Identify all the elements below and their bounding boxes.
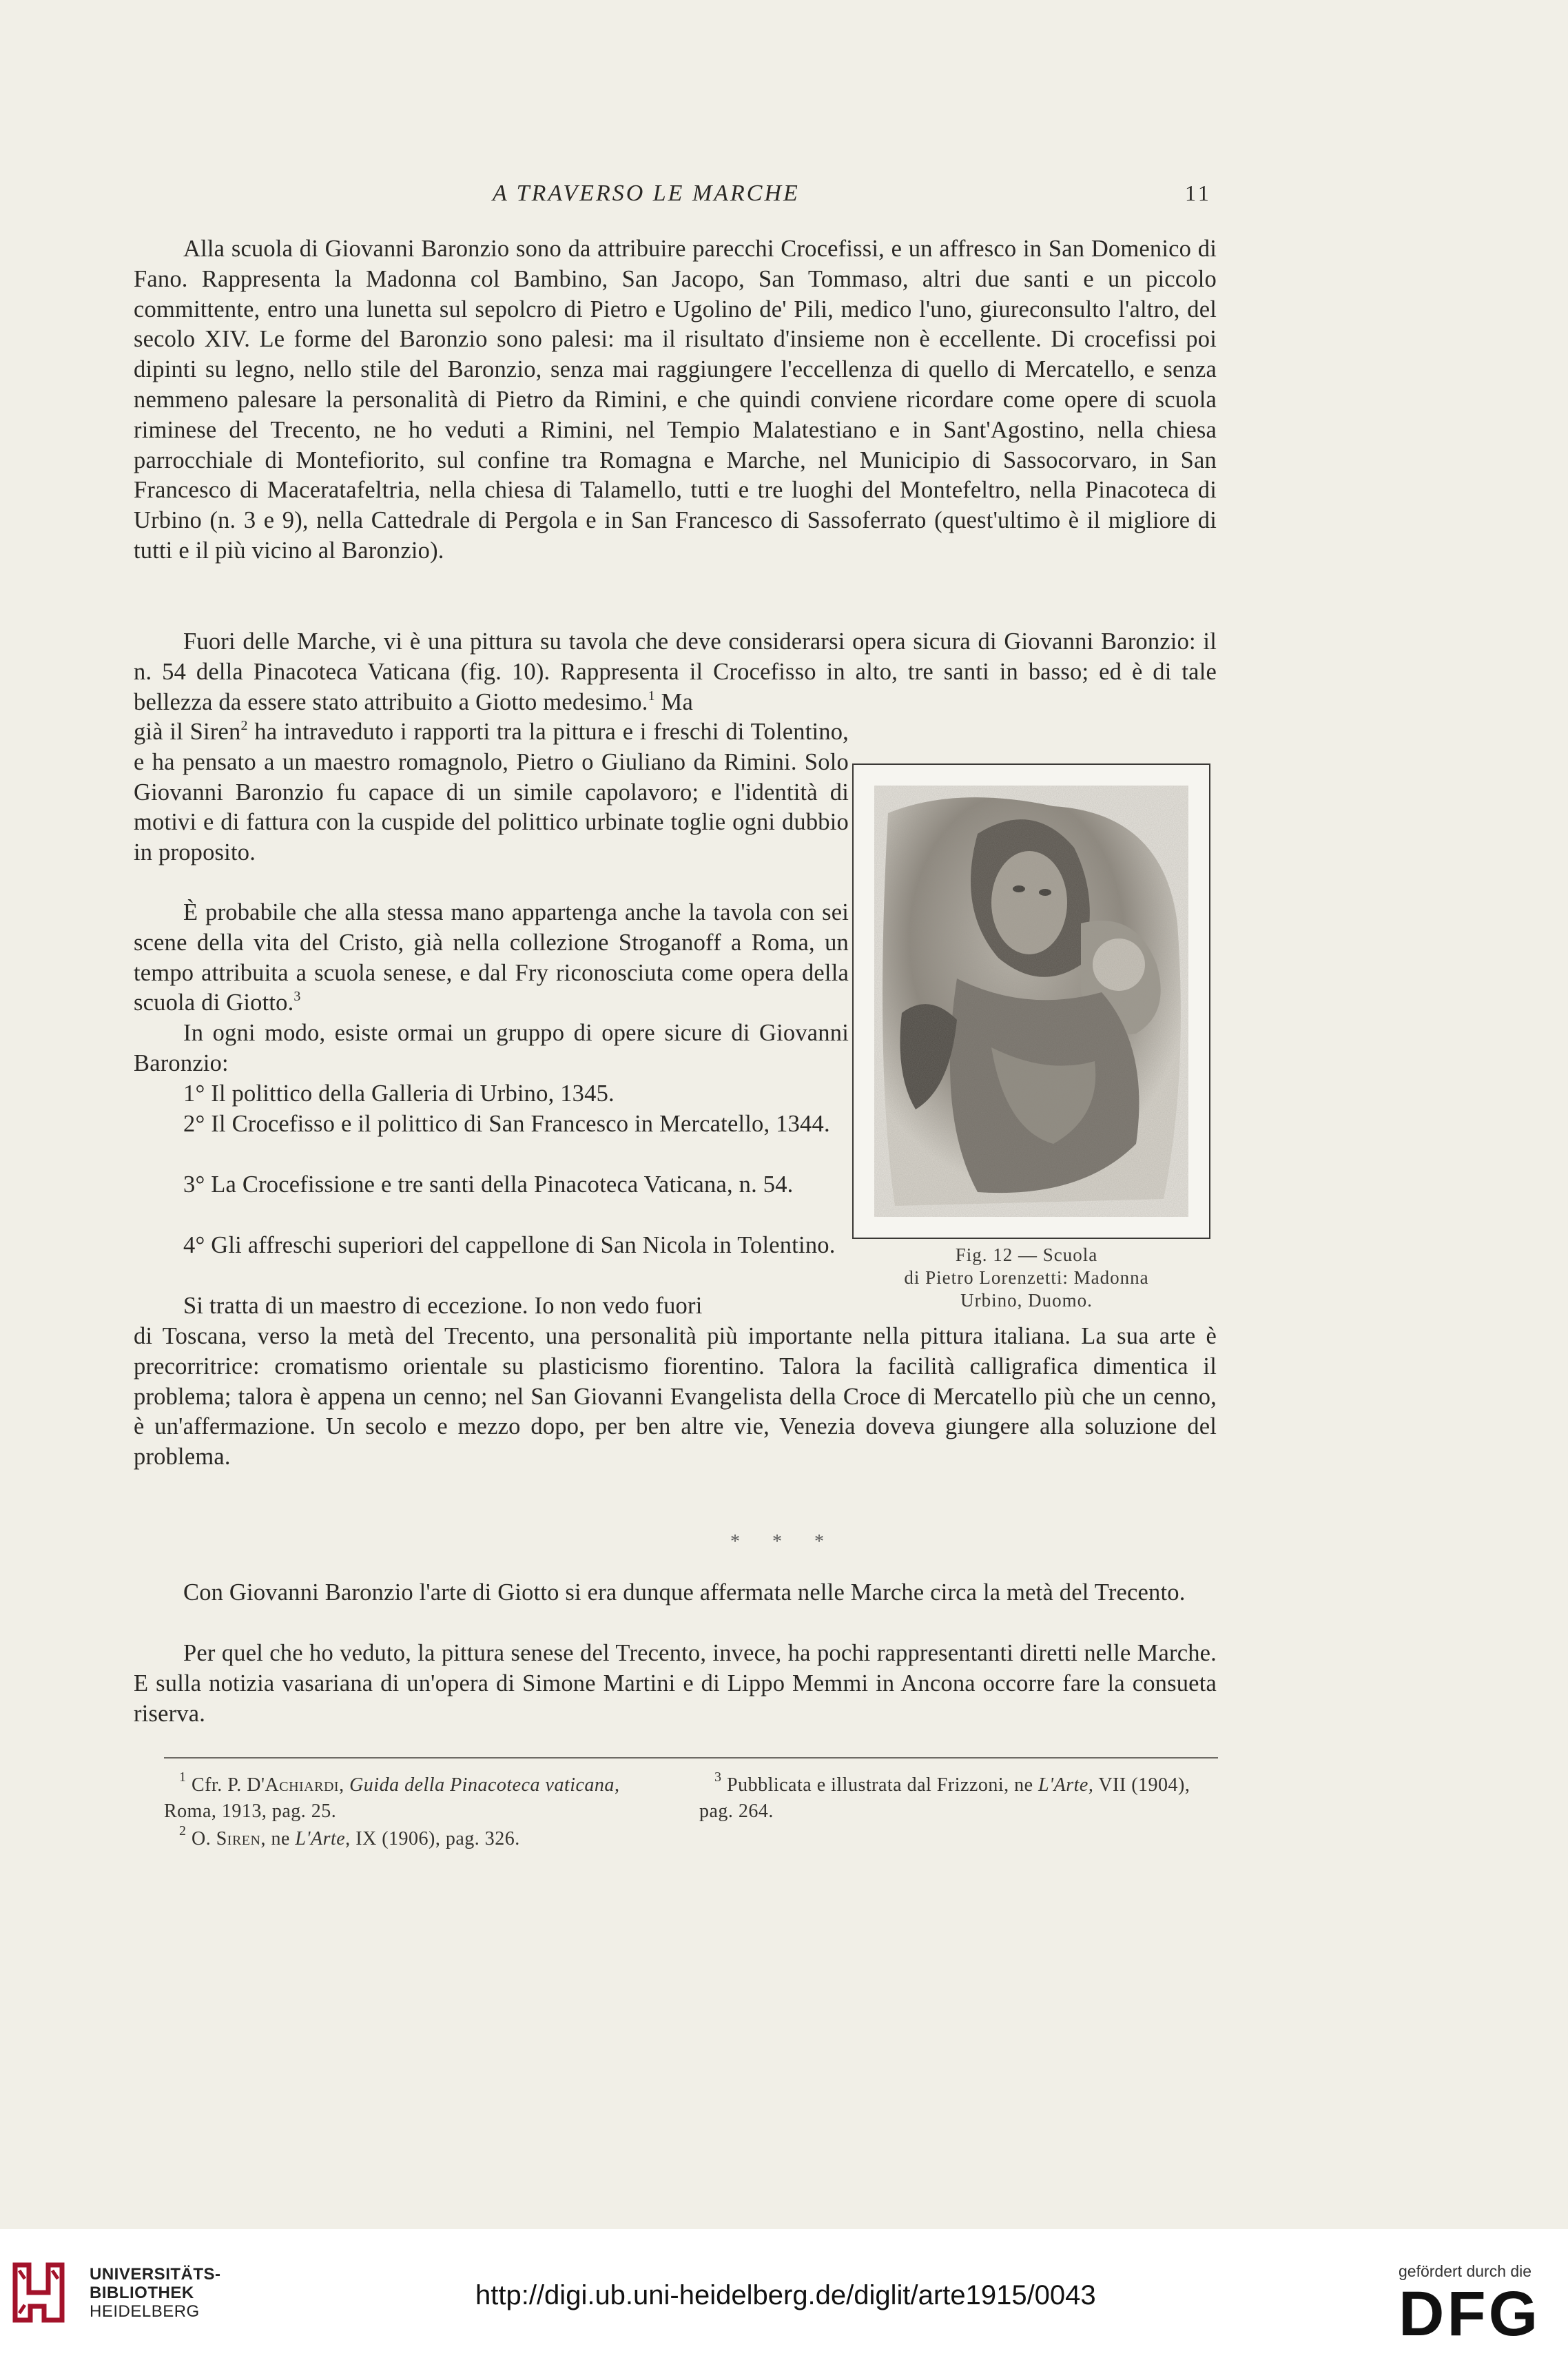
paragraph-text: già il Siren <box>134 719 241 745</box>
footnote-1 <box>164 1772 674 1825</box>
list-item: 2° Il Crocefisso e il polittico di San Francesco in Mercatello, 1344. <box>183 1111 830 1137</box>
footnote-text: , <box>339 1774 350 1796</box>
footnote-text: , ne <box>260 1828 296 1849</box>
footnote-text: Cfr. P. D' <box>186 1774 265 1796</box>
library-name-line: HEIDELBERG <box>90 2302 200 2321</box>
library-name <box>90 2265 221 2321</box>
footnote-author: Achiardi <box>265 1774 340 1796</box>
funding-label: gefördert durch die <box>1399 2262 1532 2280</box>
paragraph-siren <box>134 717 849 868</box>
paragraph-text: ha intraveduto i rapporti tra la pittura e i freschi di Tolentino, e ha pensato a un maestro romagnolo, Pietro o Giuliano da Rimini. Solo Giovanni Baronzio fu capace di un simile capolavoro; e l'identità di motivi e di fattura con la cuspide del polittico urbinate toglie ogni dubbio in proposito. <box>134 719 849 866</box>
paragraph-baronzio-crocefissi: Alla scuola di Giovanni Baronzio sono da attribuire parecchi Crocefissi, e un affresco in San Domenico di Fano. Rappresenta la Madonna col Bambino, San Jacopo, San Tommaso, altri due santi e un piccolo committente, entro una lunetta sul sepolcro di Pietro e Ugolino de' Pili, medico l'uno, giureconsulto l'altro, del secolo XIV. Le forme del Baronzio sono palesi: ma il risultato d'insieme non è eccellente. Di crocefissi poi dipinti su legno, nello stile del Baronzio, senza mai raggiungere l'eccellenza di quello di Mercatello, e senza nemmeno palesare la personalità di Pietro da Rimini, e che quindi conviene ricordare come opere di scuola riminese del Trecento, ne ho veduti a Rimini, nel Tempio Malatestiano e in Sant'Agostino, nella chiesa parrocchiale di Montefiorito, sul confine tra Romagna e Marche, nel Municipio di Sassocorvaro, in San Francesco di Maceratafeltria, nella chiesa di Talamello, tutti e tre luoghi del Montefeltro, nella Pinacoteca di Urbino (n. 3 e 9), nella Cattedrale di Pergola e in San Francesco di Sassoferrato (quest'ultimo è il migliore di tutti e il più vicino al Baronzio). <box>134 236 1217 564</box>
paragraph-text: Fuori delle Marche, vi è una pittura su tavola che deve considerarsi opera sicura di Giovanni Baronzio: il n. 54 della Pinacoteca Vaticana (fig. 10). Rappresenta il Crocefisso in alto, tre santi in basso; ed è di tale bellezza da essere stato attribuito a Giotto medesimo. <box>134 628 1217 715</box>
footnote-text: VII (1904), pag. 264. <box>699 1774 1190 1822</box>
footnote-mark: 2 <box>179 1823 187 1838</box>
figure-caption <box>854 1244 1199 1312</box>
madonna-fresco-image <box>874 786 1188 1217</box>
paragraph-text: Ma <box>654 688 693 715</box>
paragraph-pittura-senese: Per quel che ho veduto, la pittura senese del Trecento, invece, ha pochi rappresentanti diretti nelle Marche. E sulla notizia vasariana di un'opera di Simone Martini e di Lippo Memmi in Ancona occorre fare la consueta riserva. <box>134 1640 1217 1727</box>
footnote-text: IX (1906), pag. 326. <box>350 1828 520 1849</box>
footnote-author: Siren <box>216 1828 261 1849</box>
dfg-logo-text: DFG <box>1399 2286 1541 2341</box>
footnote-title: Guida della Pinacoteca vaticana <box>349 1774 615 1796</box>
dfg-logo-icon <box>1399 2286 1554 2341</box>
caption-line: Urbino, Duomo. <box>960 1290 1093 1311</box>
footnote-mark: 1 <box>179 1770 187 1785</box>
list-item: 3° La Crocefissione e tre santi della Pinacoteca Vaticana, n. 54. <box>183 1171 794 1198</box>
section-separator: * * * <box>730 1531 838 1552</box>
university-library-logo-icon <box>10 2258 68 2327</box>
footnote-text: Pubblicata e illustrata dal Frizzoni, ne <box>721 1774 1039 1796</box>
footnote-title: L'Arte, <box>1038 1774 1094 1796</box>
list-item: 4° Gli affreschi superiori del cappellone di San Nicola in Tolentino. <box>183 1232 836 1258</box>
paragraph-giotto-marche: Con Giovanni Baronzio l'arte di Giotto si era dunque affermata nelle Marche circa la metà del Trecento. <box>183 1579 1186 1606</box>
library-name-line: UNIVERSITÄTS- <box>90 2265 221 2284</box>
caption-line: di Pietro Lorenzetti: Madonna <box>904 1267 1149 1288</box>
footnote-3 <box>699 1772 1217 1825</box>
library-name-line: BIBLIOTHEK <box>90 2284 194 2302</box>
paragraph-maestro-line: Si tratta di un maestro di eccezione. Io non vedo fuori <box>183 1293 703 1319</box>
caption-line: Fig. 12 — Scuola <box>955 1244 1098 1265</box>
footnote-ref: 2 <box>240 718 248 733</box>
paragraph-vaticana <box>134 627 1217 717</box>
paragraph-maestro: di Toscana, verso la metà del Trecento, una personalità più importante nella pittura italiana. La sua arte è precorritrice: cromatismo orientale su plasticismo fiorentino. Talora la facilità calligrafica dimentica il problema; talora è appena un cenno; nel San Giovanni Evangelista della Croce di Mercatello più che un cenno, è un'affermazione. Un secolo e mezzo dopo, per ben altre vie, Venezia doveva giungere alla soluzione del problema. <box>134 1323 1217 1470</box>
list-item: 1° Il polittico della Galleria di Urbino, 1345. <box>183 1080 615 1107</box>
footnote-text: , Roma, 1913, pag. 25. <box>164 1774 620 1822</box>
footnote-divider <box>164 1757 1218 1759</box>
permalink-url[interactable]: http://digi.ub.uni-heidelberg.de/diglit/arte1915/0043 <box>475 2280 1096 2310</box>
page-number: 11 <box>1185 181 1212 205</box>
footnote-2 <box>164 1823 674 1852</box>
footnote-text: O. <box>186 1828 216 1849</box>
footnote-title: L'Arte, <box>295 1828 351 1849</box>
paragraph-stroganoff <box>134 898 849 1018</box>
paragraph-gruppo-opere: In ogni modo, esiste ormai un gruppo di opere sicure di Giovanni Baronzio: <box>134 1020 849 1076</box>
footnote-mark: 3 <box>714 1770 722 1785</box>
running-title: A TRAVERSO LE MARCHE <box>493 181 800 206</box>
footnote-ref: 3 <box>293 989 301 1005</box>
footnote-ref: 1 <box>648 688 655 704</box>
figure-frame <box>852 763 1210 1239</box>
running-head <box>0 181 1568 215</box>
paragraph-text: È probabile che alla stessa mano appartenga anche la tavola con sei scene della vita del Cristo, già nella collezione Stroganoff a Roma, un tempo attribuita a scuola senese, e dal Fry riconosciuta come opera della scuola di Giotto. <box>134 899 849 1016</box>
viewer-footer <box>0 2229 1568 2358</box>
